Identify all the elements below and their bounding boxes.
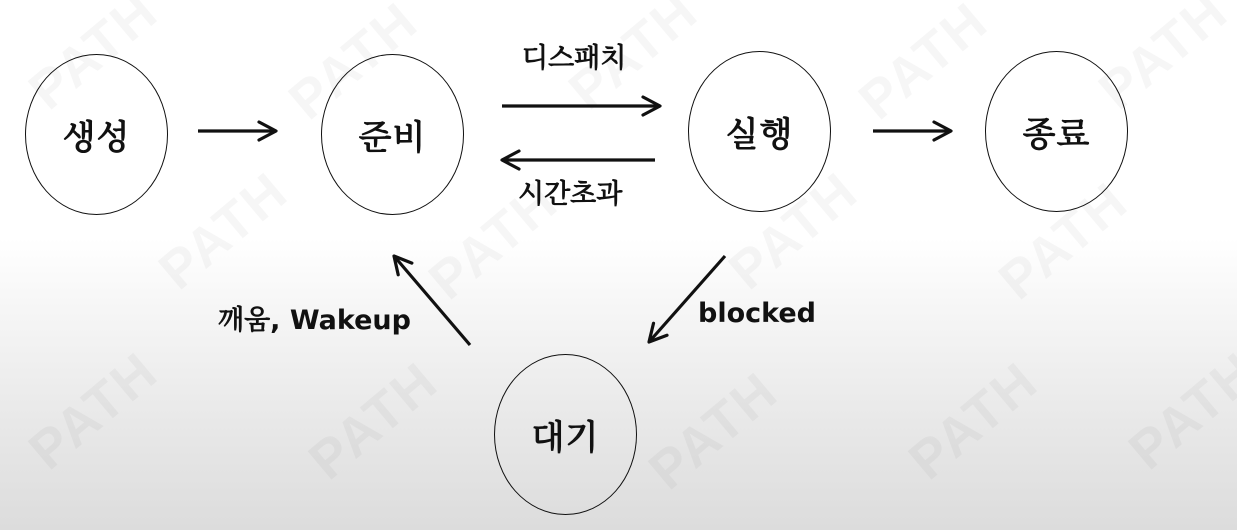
edge-label-blocked: blocked	[698, 298, 817, 329]
node-waiting	[494, 354, 637, 515]
node-ready-label: 준비	[358, 118, 427, 158]
node-running-label: 실행	[725, 115, 794, 155]
edge-label-dispatch: 디스패치	[522, 43, 627, 74]
edge-label-wakeup: 깨움, Wakeup	[218, 305, 411, 336]
node-ready	[321, 54, 464, 215]
node-running	[688, 51, 831, 212]
node-create-label: 생성	[62, 118, 131, 158]
node-create	[25, 54, 168, 215]
edge-label-timeout: 시간초과	[518, 179, 623, 210]
node-waiting-label: 대기	[531, 418, 600, 458]
node-terminated-label: 종료	[1022, 115, 1091, 155]
node-terminated	[985, 51, 1128, 212]
